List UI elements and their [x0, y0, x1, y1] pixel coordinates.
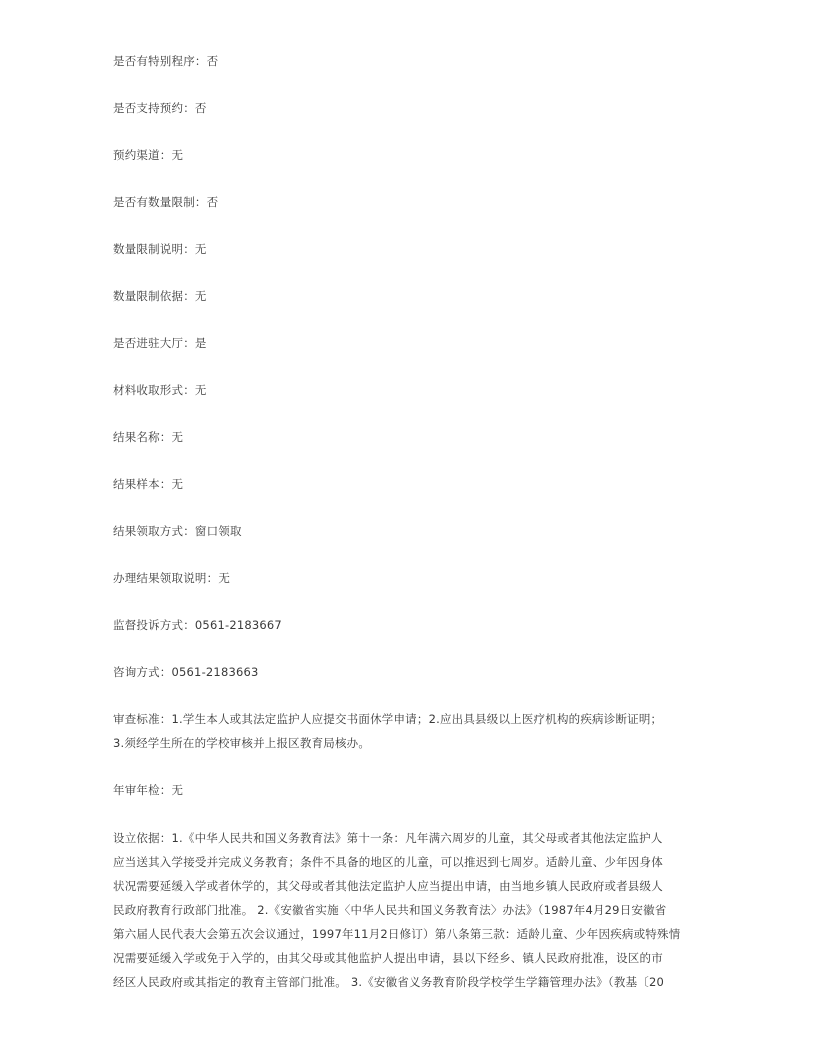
legal-basis-line: 第六届人民代表大会第五次会议通过，1997年11月2日修订）第八条第三款：适龄儿童、少年因疾病或特殊情	[113, 927, 681, 941]
field-complaint-contact: 监督投诉方式：0561-2183667	[113, 618, 282, 632]
field-annual-review: 年审年检：无	[113, 783, 184, 797]
field-result-name: 结果名称：无	[113, 430, 184, 444]
review-standard-line: 3.须经学生所在的学校审核并上报区教育局核办。	[113, 736, 371, 750]
legal-basis-line: 经区人民政府或其指定的教育主管部门批准。 3.《安徽省义务教育阶段学校学生学籍管理办法》（教基〔20	[113, 975, 665, 989]
field-consult-contact: 咨询方式：0561-2183663	[113, 665, 259, 679]
field-quantity-limit-note: 数量限制说明：无	[113, 242, 207, 256]
field-appointment-channel: 预约渠道：无	[113, 148, 184, 162]
review-standard-line: 审查标准：1.学生本人或其法定监护人应提交书面休学申请；2.应出具县级以上医疗机构的疾病诊断证明；	[113, 712, 663, 726]
legal-basis-paragraph	[113, 826, 693, 994]
legal-basis-line: 状况需要延缓入学或者休学的，其父母或者其他法定监护人应当提出申请，由当地乡镇人民政府或者县级人	[113, 879, 663, 893]
field-appointment-support: 是否支持预约：否	[113, 101, 207, 115]
field-result-pickup: 结果领取方式：窗口领取	[113, 524, 242, 538]
field-result-pickup-note: 办理结果领取说明：无	[113, 571, 231, 585]
field-quantity-limit: 是否有数量限制：否	[113, 195, 219, 209]
legal-basis-line: 况需要延缓入学或免于入学的，由其父母或其他监护人提出申请，县以下经乡、镇人民政府批准，设区的市	[113, 951, 663, 965]
legal-basis-line: 民政府教育行政部门批准。 2.《安徽省实施〈中华人民共和国义务教育法〉办法》（1987年4月29日安徽省	[113, 903, 667, 917]
field-special-procedure: 是否有特别程序：否	[113, 54, 219, 68]
field-in-service-hall: 是否进驻大厅：是	[113, 336, 207, 350]
legal-basis-line: 应当送其入学接受并完成义务教育；条件不具备的地区的儿童，可以推迟到七周岁。适龄儿童、少年因身体	[113, 855, 663, 869]
review-standard-paragraph	[113, 707, 693, 755]
field-material-form: 材料收取形式：无	[113, 383, 207, 397]
field-result-sample: 结果样本：无	[113, 477, 184, 491]
legal-basis-line: 设立依据：1.《中华人民共和国义务教育法》第十一条：凡年满六周岁的儿童，其父母或者其他法定监护人	[113, 831, 663, 845]
field-quantity-limit-basis: 数量限制依据：无	[113, 289, 207, 303]
